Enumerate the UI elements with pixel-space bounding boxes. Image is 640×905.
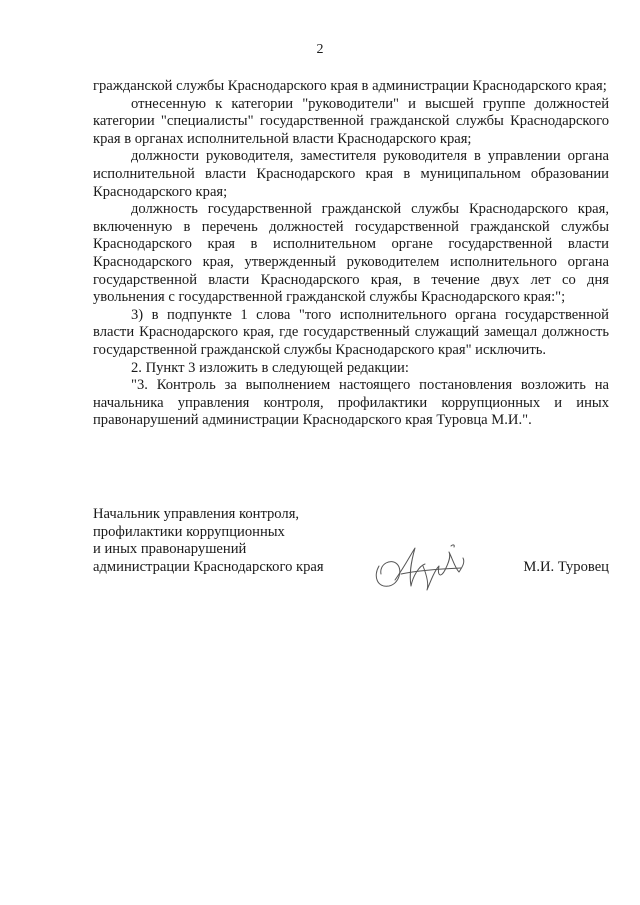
signatory-title-line: профилактики коррупционных — [93, 523, 285, 540]
paragraph: гражданской службы Краснодарского края в администрации Краснодарского края; — [93, 78, 607, 94]
signature-block — [93, 506, 609, 586]
paragraph: "3. Контроль за выполнением настоящего постановления возложить на начальника управления контроля, профилактики коррупционных и иных правонарушений администрации Краснодарского края Туровца М.И.". — [93, 377, 609, 429]
paragraph: отнесенную к категории "руководители" и высшей группе должностей категории "специалисты" государственной гражданской службы Краснодарского края в органах исполнительной власти Краснодарского края; — [93, 95, 609, 147]
signatory-name: М.И. Туровец — [523, 558, 609, 575]
paragraph: 3) в подпункте 1 слова "того исполнительного органа государственной власти Краснодарского края, где государственный служащий замещал должность государственной гражданской службы Краснодарского края" исключить. — [93, 306, 609, 358]
signatory-title — [93, 506, 353, 576]
paragraph: должность государственной гражданской службы Краснодарского края, включенную в перечень должностей государственной гражданской службы Краснодарского края в исполнительном органе государственной власти Краснодарского края, утвержденный руководителем исполнительного органа государственной власти Краснодарского края, в течение двух лет со дня увольнения с государственной гражданской службы Краснодарского края:"; — [93, 201, 609, 306]
paragraph: 2. Пункт 3 изложить в следующей редакции: — [131, 359, 409, 376]
paragraph: должности руководителя, заместителя руководителя в управлении органа исполнительной власти Краснодарского края в муниципальном образовании Краснодарского края; — [93, 148, 609, 200]
signatory-title-line: и иных правонарушений — [93, 541, 247, 558]
page-number: 2 — [316, 42, 324, 57]
document-body — [93, 78, 609, 430]
signatory-title-line: Начальник управления контроля, — [93, 506, 300, 522]
handwritten-signature — [365, 536, 475, 596]
signatory-title-line: администрации Краснодарского края — [93, 558, 324, 575]
